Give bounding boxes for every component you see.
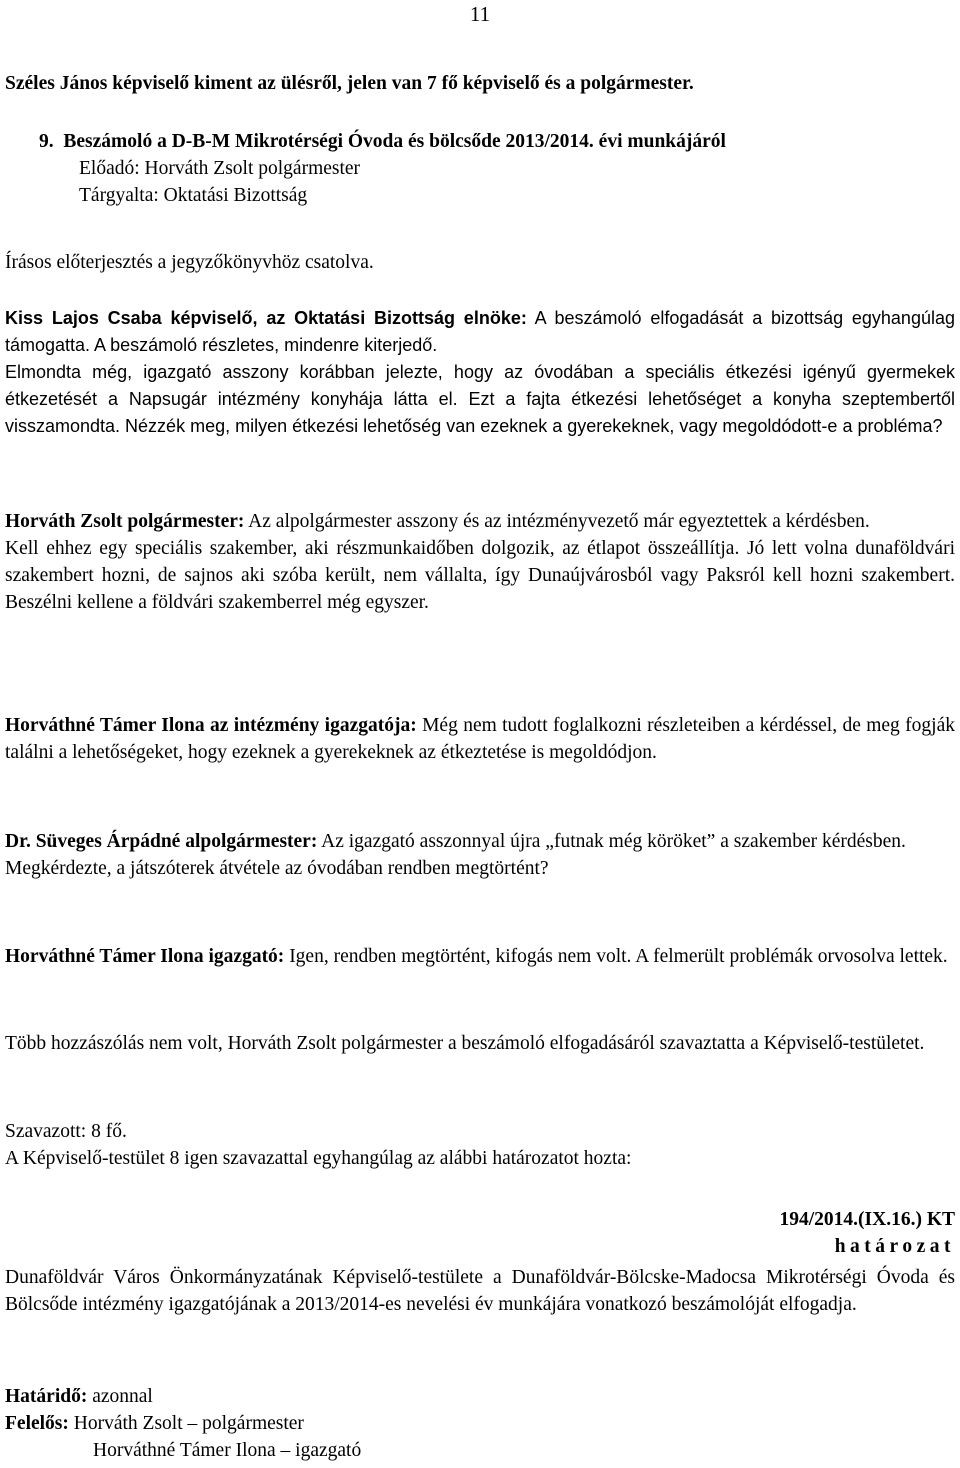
vote-block — [5, 1118, 955, 1172]
speaker-name: Horváth Zsolt polgármester: — [5, 511, 245, 532]
page-number: 11 — [469, 2, 491, 26]
responsible-line — [5, 1410, 955, 1437]
speaker-name: Horváthné Támer Ilona igazgató: — [5, 946, 285, 967]
responsible-label: Felelős: — [5, 1413, 69, 1434]
statement-text: Igen, rendben megtörtént, kifogás nem volt. A felmerült problémák orvosolva lettek. — [284, 946, 948, 967]
resolution-header — [5, 1206, 955, 1260]
statement-text: Elmondta még, igazgató asszony korábban jelezte, hogy az óvodában a speciális étkezési igényű gyermekek étkezetését a Napsugár intézmény konyhája látta el. Ezt a fajta étkezési lehetőséget a konyha szeptembertől visszamondta. Nézzék meg, milyen étkezési lehetőség van ezeknek a gyerekeknek, vagy megoldódott-e a probléma? — [5, 362, 955, 436]
resolution-footer — [5, 1383, 955, 1464]
deadline-label: Határidő: — [5, 1386, 88, 1407]
statement-text: Kell ehhez egy speciális szakember, aki részmunkaidőben dolgozik, az étlapot összeállítja. Jó lett volna dunaföldvári szakembert hozni, de sajnos aki szóba került, nem vállalta, így Dunaújvárosból vagy Paksról kell hozni szakembert. Beszélni kellene a földvári szakemberrel még egyszer. — [5, 538, 955, 613]
vote-count: Szavazott: 8 fő. — [5, 1121, 127, 1142]
resolution-text: Dunaföldvár Város Önkormányzatának Képviselő-testülete a Dunaföldvár-Bölcske-Madocsa Mikrotérségi Óvoda és Bölcsőde intézmény igazgatójának a 2013/2014-es nevelési év munkájára vonatkozó beszámolóját elfogadja. — [5, 1267, 955, 1315]
resolution-number: 194/2014.(IX.16.) KT — [779, 1209, 955, 1230]
resolution-label: határozat — [834, 1236, 955, 1257]
vote-result: A Képviselő-testület 8 igen szavazattal egyhangúlag az alábbi határozatot hozta: — [5, 1148, 632, 1169]
agenda-item — [5, 128, 955, 209]
suveges-statement — [5, 828, 955, 882]
agenda-title: Beszámoló a D-B-M Mikrotérségi Óvoda és bölcsőde 2013/2014. évi munkájáról — [63, 131, 726, 152]
kiss-statement — [5, 305, 955, 440]
tamer-statement — [5, 712, 955, 766]
closing-paragraph: Több hozzászólás nem volt, Horváth Zsolt polgármester a beszámoló elfogadásáról szavaztatta a Képviselő-testületet. — [5, 1033, 925, 1054]
agenda-discussed: Tárgyalta: Oktatási Bizottság — [79, 185, 308, 206]
statement-text: A beszámoló elfogadását a bizottság egyhangúlag támogatta. A beszámoló részletes, mindenre kiterjedő. — [5, 308, 955, 355]
tamer-answer — [5, 943, 955, 970]
responsible-value-2: Horváthné Támer Ilona – igazgató — [93, 1440, 362, 1461]
intro-paragraph: Széles János képviselő kiment az ülésről, jelen van 7 fő képviselő és a polgármester. — [5, 73, 694, 94]
attachment-note: Írásos előterjesztés a jegyzőkönyvhöz csatolva. — [5, 252, 374, 273]
statement-text: Még nem tudott foglalkozni részleteiben a kérdéssel, de meg fogják találni a lehetőségeket, hogy ezeknek a gyerekeknek az étkeztetése is megoldódjon. — [5, 715, 955, 763]
agenda-title-line — [5, 128, 955, 155]
speaker-name: Horváthné Támer Ilona az intézmény igazgatója: — [5, 715, 417, 736]
horvath-statement — [5, 508, 955, 616]
speaker-name: Dr. Süveges Árpádné alpolgármester: — [5, 831, 318, 852]
statement-text: Az alpolgármester asszony és az intézményvezető már egyeztettek a kérdésben. — [244, 511, 870, 532]
speaker-name: Kiss Lajos Csaba képviselő, az Oktatási Bizottság elnöke: — [5, 308, 527, 328]
statement-text: Megkérdezte, a játszóterek átvétele az óvodában rendben megtörtént? — [5, 858, 549, 879]
agenda-presenter: Előadó: Horváth Zsolt polgármester — [79, 158, 361, 179]
responsible-value: Horváth Zsolt – polgármester — [68, 1413, 304, 1434]
statement-text: Az igazgató asszonnyal újra „futnak még köröket” a szakember kérdésben. — [317, 831, 906, 852]
deadline-value: azonnal — [87, 1386, 153, 1407]
deadline-line — [5, 1383, 955, 1410]
agenda-number: 9. — [39, 131, 54, 152]
